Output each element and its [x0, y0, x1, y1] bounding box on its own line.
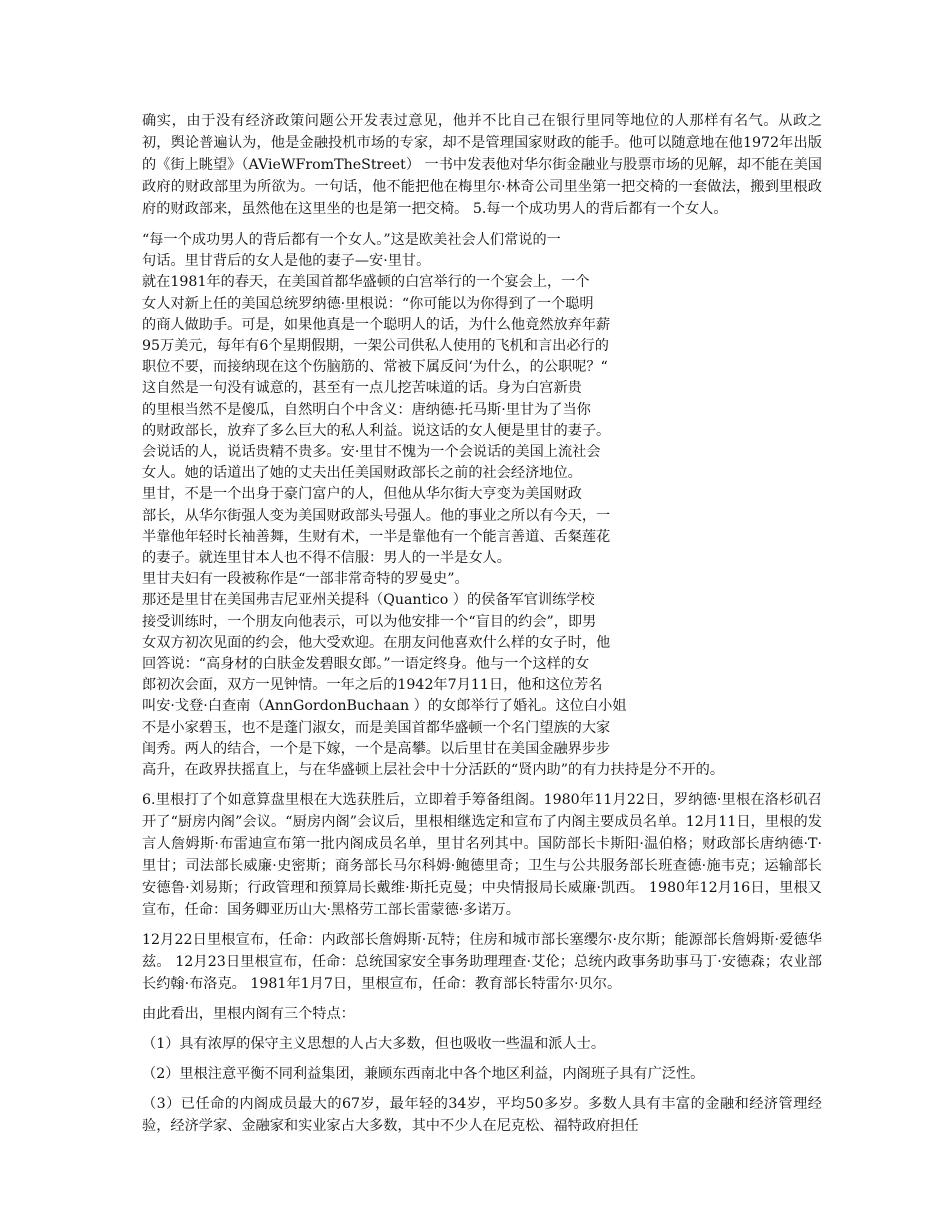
story-line: 里甘，不是一个出身于豪门富户的人，但他从华尔街大亨变为美国财政 [142, 486, 582, 503]
spacer [142, 781, 822, 789]
story-line: 闺秀。两人的结合，一个是下嫁，一个是高攀。以后里甘在美国金融界步步 [142, 740, 611, 757]
story-line: 里甘夫妇有一段被称作是“一部非常奇特的罗曼史”。 [142, 571, 469, 588]
spacer [142, 1025, 822, 1033]
intro-paragraph: 确实，由于没有经济政策问题公开发表过意见，他并不比自己在银行里同等地位的人那样有名气。从政之初，舆论普遍认为，他是金融投机市场的专家，却不是管理国家财政的能手。他可以随意地在他1972年出版的《街上眺望》（AVieWFromTheStreet） 一书中发表他对华尔街金融业与股票市场的见解，却不能在美国政府的财政部里为所欲为。一句话，他不能把他在梅里尔·林奇公司里坐第一把交椅的一套做法，搬到里根政府的财政部来，虽然他在这里坐的也是第一把交椅。 5.每一个成功男人的背后都有一个女人。 [142, 113, 822, 217]
spacer [142, 1055, 822, 1063]
story-line: 叫安·戈登·白查南（AnnGordonBuchaan ）的女郎举行了婚礼。这位白小姐 [142, 698, 627, 715]
point-2: （2）里根注意平衡不同利益集团，兼顾东西南北中各个地区利益，内阁班子具有广泛性。 [142, 1066, 705, 1083]
spacer [142, 1085, 822, 1093]
spacer [142, 921, 822, 929]
story-line: 女人。她的话道出了她的丈夫出任美国财政部长之前的社会经济地位。 [142, 465, 582, 482]
story-line: 半靠他年轻时长袖善舞，生财有术，一半是靠他有一个能言善道、舌粲莲花 [142, 528, 611, 545]
story-line: 高升，在政界扶摇直上，与在华盛顿上层社会中十分活跃的“贤内助”的有力扶持是分不开的。 [142, 762, 725, 779]
cabinet-paragraph-2: 12月22日里根宣布，任命：内政部长詹姆斯·瓦特；住房和城市部长塞缨尔·皮尔斯；能源部长詹姆斯·爱德华兹。 12月23日里根宣布，任命：总统国家安全事务助理理查·艾伦；总统内政事务助事马丁·安德森；农业部长约翰·布洛克。 1981年1月7日，里根宣布，任命：教育部长特雷尔·贝尔。 [142, 932, 822, 993]
spacer [142, 995, 822, 1003]
story-line: 回答说：“高身材的白肤金发碧眼女郎。”一语定终身。他与一个这样的女 [142, 656, 590, 673]
story-line: 这自然是一句没有诚意的，甚至有一点儿挖苦味道的话。身为白宫新贵 [142, 380, 582, 397]
summary-line: 由此看出，里根内阁有三个特点： [142, 1006, 355, 1023]
story-line: 的妻子。就连里甘本人也不得不信服：男人的一半是女人。 [142, 550, 511, 567]
story-line: 部长，从华尔街强人变为美国财政部头号强人。他的事业之所以有今天，一 [142, 507, 611, 524]
story-line: “每一个成功男人的背后都有一个女人。”这是欧美社会人们常说的一 [142, 232, 561, 248]
story-line: 不是小家碧玉，也不是蓬门淑女，而是美国首都华盛顿一个名门望族的大家 [142, 719, 611, 736]
story-block [142, 230, 822, 781]
document-page [142, 110, 822, 1137]
story-line: 句话。里甘背后的女人是他的妻子—安·里甘。 [142, 253, 431, 270]
story-line: 女人对新上任的美国总统罗纳德·里根说：“你可能以为你得到了一个聪明 [142, 295, 594, 312]
story-line: 的财政部长，放弃了多么巨大的私人利益。说这话的女人便是里甘的妻子。 [142, 422, 611, 439]
story-line: 郎初次会面，双方一见钟情。一年之后的1942年7月11日，他和这位芳名 [142, 677, 603, 694]
story-line: 女双方初次见面的约会，他大受欢迎。在朋友问他喜欢什么样的女子时，他 [142, 634, 611, 651]
story-line: 就在1981年的春天，在美国首都华盛顿的白宫举行的一个宴会上，一个 [142, 274, 590, 291]
story-line: 那还是里甘在美国弗吉尼亚州关提科（Quantico ）的侯备军官训练学校 [142, 592, 595, 609]
cabinet-paragraph-1: 6.里根打了个如意算盘里根在大选获胜后，立即着手筹备组阁。1980年11月22日，罗纳德·里根在洛杉矶召开了“厨房内阁”会议。“厨房内阁”会议后，里根相继选定和宣布了内阁主要成员名单。12月11日，里根的发言人詹姆斯·布雷迪宣布第一批内阁成员名单，里甘名列其中。国防部长卡斯阳·温伯格；财政部长唐纳德·T·里甘；司法部长威廉·史密斯；商务部长马尔科姆·鲍德里奇；卫生与公共服务部长班查德·施韦克；运输部长安德鲁·刘易斯；行政管理和预算局长戴维·斯托克曼；中央情报局长威廉·凯西。 1980年12月16日，里根又宣布，任命：国务卿亚历山大·黑格劳工部长雷蒙德·多诺万。 [142, 792, 822, 919]
story-line: 的里根当然不是傻瓜，自然明白个中含义：唐纳德·托马斯·里甘为了当你 [142, 401, 591, 418]
story-line: 的商人做助手。可是，如果他真是一个聪明人的话，为什么他竟然放弃年薪 [142, 316, 611, 333]
story-line: 接受训练时，一个朋友向他表示，可以为他安排一个“盲目的约会”，即男 [142, 613, 597, 630]
spacer [142, 220, 822, 230]
point-1: （1）具有浓厚的保守主义思想的人占大多数，但也吸收一些温和派人士。 [142, 1036, 606, 1053]
story-line: 会说话的人，说话贵精不贵多。安·里甘不愧为一个会说话的美国上流社会 [142, 444, 601, 461]
point-3: （3）已任命的内阁成员最大的67岁，最年轻的34岁，平均50多岁。多数人具有丰富的金融和经济管理经验，经济学家、金融家和实业家占大多数，其中不少人在尼克松、福特政府担任 [142, 1096, 822, 1135]
story-line: 95万美元，每年有6个星期假期，一架公司供私人使用的飞机和言出必行的 [142, 338, 609, 355]
story-line: 职位不要，而接纳现在这个伤脑筋的、常被下属反问‘为什么，的公职呢？“ [142, 359, 608, 376]
